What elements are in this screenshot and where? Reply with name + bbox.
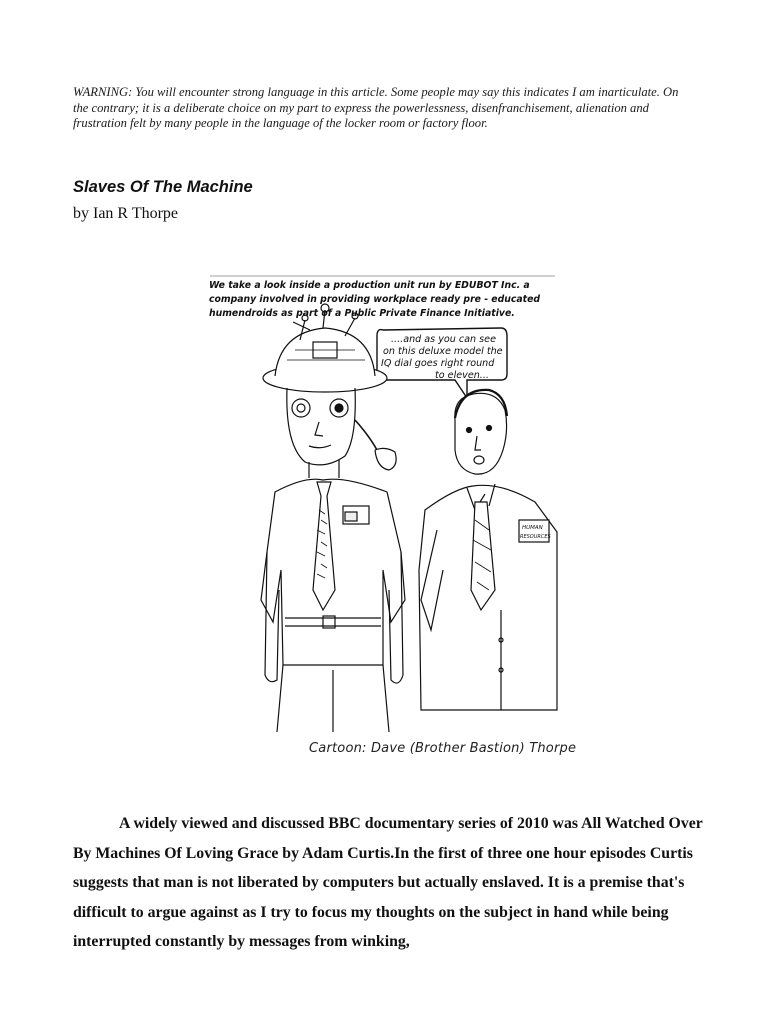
body-paragraph [73,809,703,957]
cartoon-illustration [205,270,565,735]
cartoon-header-line: company involved in providing workplace ready pre - educated [209,294,541,305]
bubble-line: IQ dial goes right round [381,358,495,369]
cartoon-header-line: humendroids as part of a Public Private Finance Initiative. [209,308,515,319]
bubble-line: on this deluxe model the [383,346,503,357]
body-paragraph-text: A widely viewed and discussed BBC documentary series of 2010 was All Watched Over By Machines Of Loving Grace by Adam Curtis.In the first of three one hour episodes Curtis suggests that man is not liberated by computers but actually enslaved. It is a premise that's difficult to argue against as I try to focus my thoughts on the subject in hand while being interrupted constantly by messages from winking, [73,815,703,950]
article-title: Slaves Of The Machine [73,178,253,196]
warning-note: WARNING: You will encounter strong language in this article. Some people may say this indicates I am inarticulate. On the contrary; it is a deliberate choice on my part to express the powerlessness, disenfranchisement, alienation and frustration felt by many people in the language of the locker room or factory floor. [73,85,679,130]
speech-bubble [377,328,507,398]
cartoon-caption: Cartoon: Dave (Brother Bastion) Thorpe [309,741,577,756]
cartoon-header-line: We take a look inside a production unit run by EDUBOT Inc. a [209,280,530,291]
bubble-line: ....and as you can see [391,334,496,345]
article-byline: by Ian R Thorpe [73,205,179,222]
bubble-line: to eleven... [435,370,489,381]
jacket-badge-line: HUMAN [522,525,543,531]
jacket-badge-line: RESOURCES [520,534,551,540]
